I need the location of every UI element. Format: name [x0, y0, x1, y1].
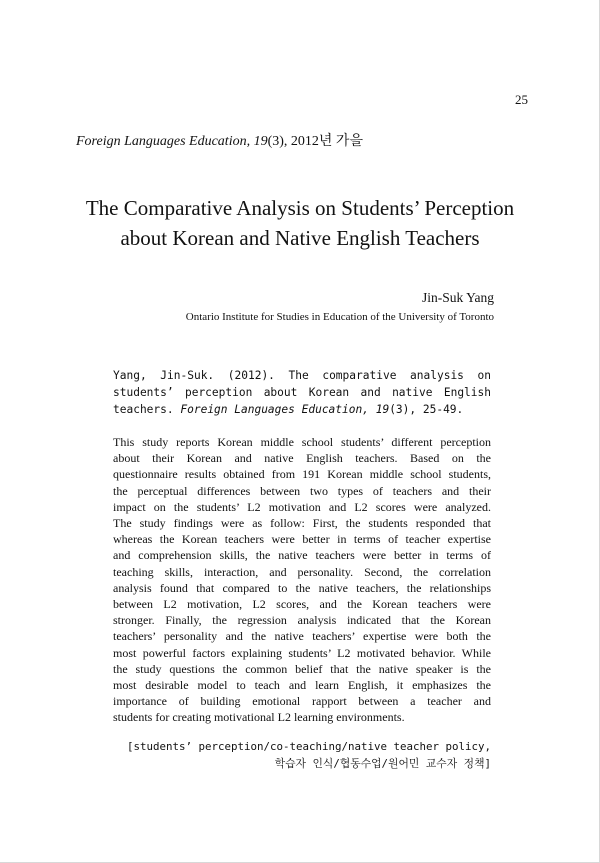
abstract-line: analysis found that compared to the native teachers, the relationships: [113, 580, 491, 595]
paper-title: [0, 193, 600, 253]
abstract-line: about their Korean and native English teachers. Based on the: [113, 451, 491, 466]
citation-journal: Foreign Languages Education, 19: [180, 403, 390, 416]
abstract-line: The study findings were as follow: First, the students responded that: [113, 516, 491, 531]
abstract-line: and comprehension skills, the native teachers were better in terms of: [113, 548, 491, 563]
abstract-line: most desirable model to teach and learn English, it emphasizes the: [113, 678, 491, 693]
keywords-line: 학습자 인식/협동수업/원어민 교수자 정책]: [274, 757, 491, 770]
keywords-line: [students’ perception/co-teaching/native teacher policy,: [126, 740, 491, 753]
abstract-line: the perceptual differences between two types of teachers and their: [113, 483, 491, 498]
page-number: 25: [515, 92, 528, 107]
title-line: The Comparative Analysis on Students’ Perception: [85, 196, 515, 220]
abstract-line: whereas the Korean teachers were better in terms of teacher expertise: [113, 532, 491, 547]
author-name: Jin-Suk Yang: [421, 290, 494, 305]
citation-text: Yang, Jin-Suk. (2012). The comparative analysis on students’ perception about Korean and native English teachers.: [113, 369, 491, 416]
keywords: [127, 738, 491, 772]
abstract-line: teachers’ personality and the native teachers’ expertise were both the: [113, 629, 491, 644]
author-affiliation: Ontario Institute for Studies in Education of the University of Toronto: [185, 311, 494, 323]
abstract-line: the study questions the common belief that the native speaker is the: [113, 661, 491, 676]
abstract-line: teaching skills, interaction, and personality. Second, the correlation: [113, 564, 491, 579]
journal-header: [76, 130, 363, 150]
journal-name: Foreign Languages Education,: [76, 134, 251, 149]
abstract-line: This study reports Korean middle school students’ different perception: [113, 435, 491, 449]
title-line: about Korean and Native English Teachers: [120, 226, 480, 250]
abstract-line: importance of building emotional rapport between a teacher and: [113, 694, 491, 709]
abstract-line: between L2 motivation, L2 scores, and the Korean teachers were: [113, 597, 491, 612]
citation: [113, 367, 491, 418]
citation-pages: (3), 25-49.: [389, 403, 464, 416]
abstract-line: stronger. Finally, the regression analysis indicated that the Korean: [113, 613, 491, 628]
abstract-line: students for creating motivational L2 learning environments.: [113, 710, 405, 725]
journal-issue-year: (3), 2012년 가을: [267, 134, 363, 149]
abstract-line: impact on the students’ L2 motivation and L2 scores were analyzed.: [113, 499, 491, 514]
abstract-line: most powerful factors explaining students’ L2 motivated behavior. While: [113, 645, 491, 660]
abstract-line: questionnaire results obtained from 191 Korean middle school students,: [113, 467, 491, 482]
journal-volume: 19: [253, 134, 268, 149]
abstract: [113, 434, 491, 726]
